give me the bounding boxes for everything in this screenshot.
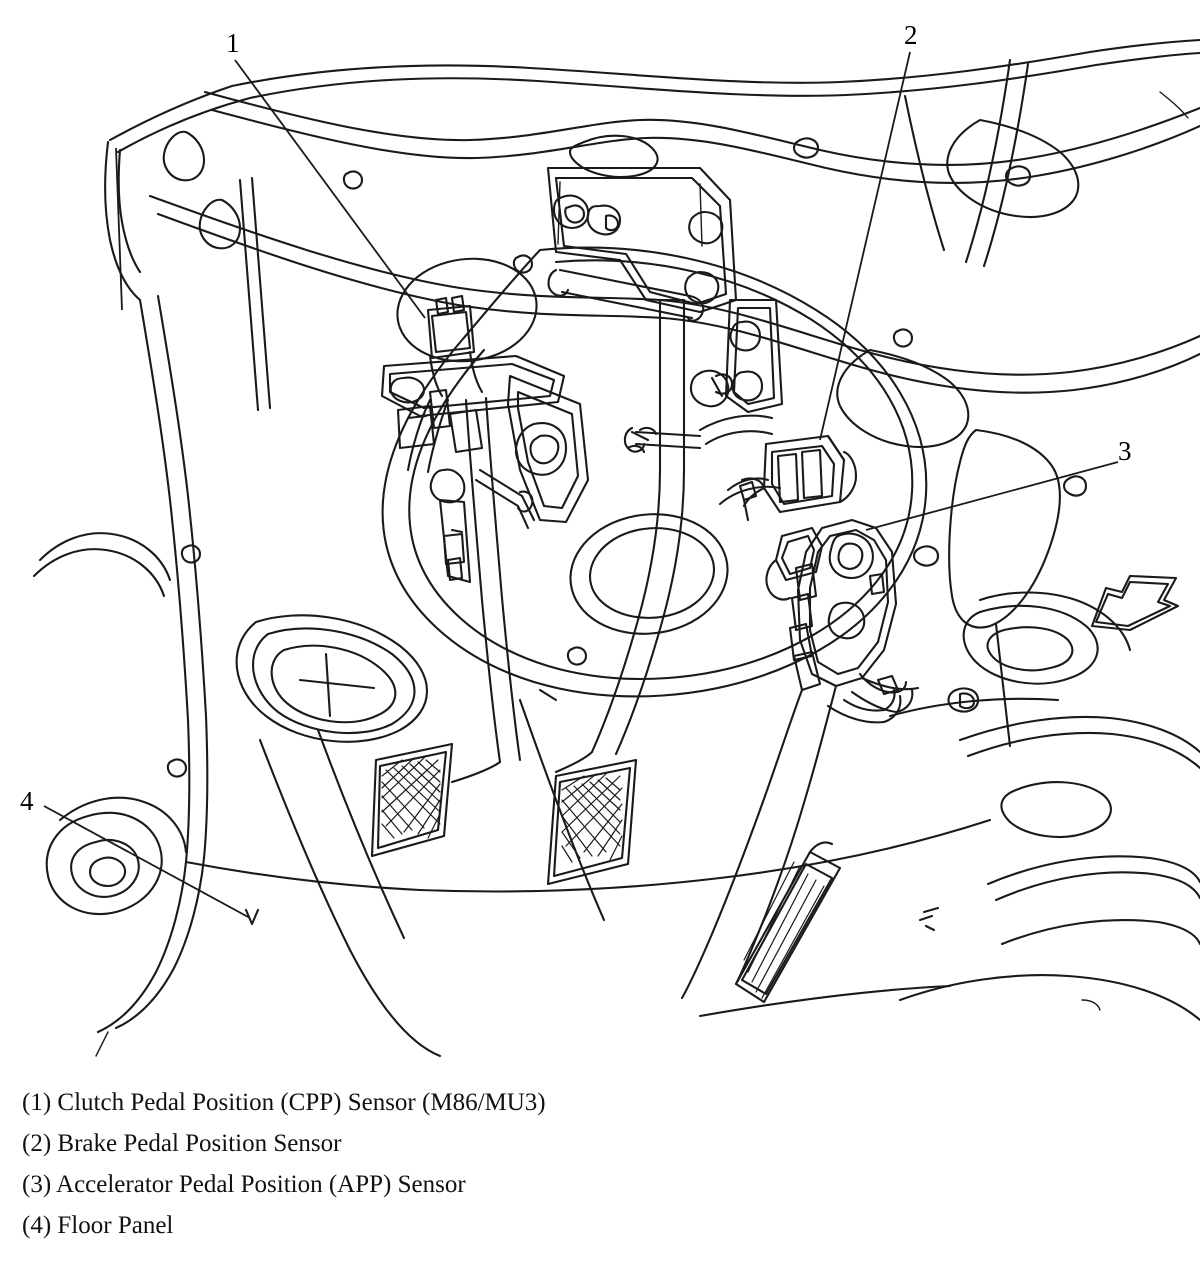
- legend-item-4: (4) Floor Panel: [22, 1212, 174, 1239]
- leader-line-3: [866, 462, 1118, 530]
- leader-line-1: [235, 60, 425, 318]
- leader-line-2: [820, 52, 910, 440]
- legend-item-2: (2) Brake Pedal Position Sensor: [22, 1130, 342, 1157]
- legend-item-1: (1) Clutch Pedal Position (CPP) Sensor (M86/MU3): [22, 1089, 546, 1116]
- callout-2: 2: [904, 20, 918, 50]
- callout-1: 1: [226, 28, 240, 58]
- figure-legend: [22, 1082, 1122, 1246]
- callout-3: 3: [1118, 436, 1132, 466]
- leader-line-4: [44, 806, 250, 918]
- legend-item-3: (3) Accelerator Pedal Position (APP) Sensor: [22, 1171, 466, 1198]
- callout-4: 4: [20, 786, 34, 816]
